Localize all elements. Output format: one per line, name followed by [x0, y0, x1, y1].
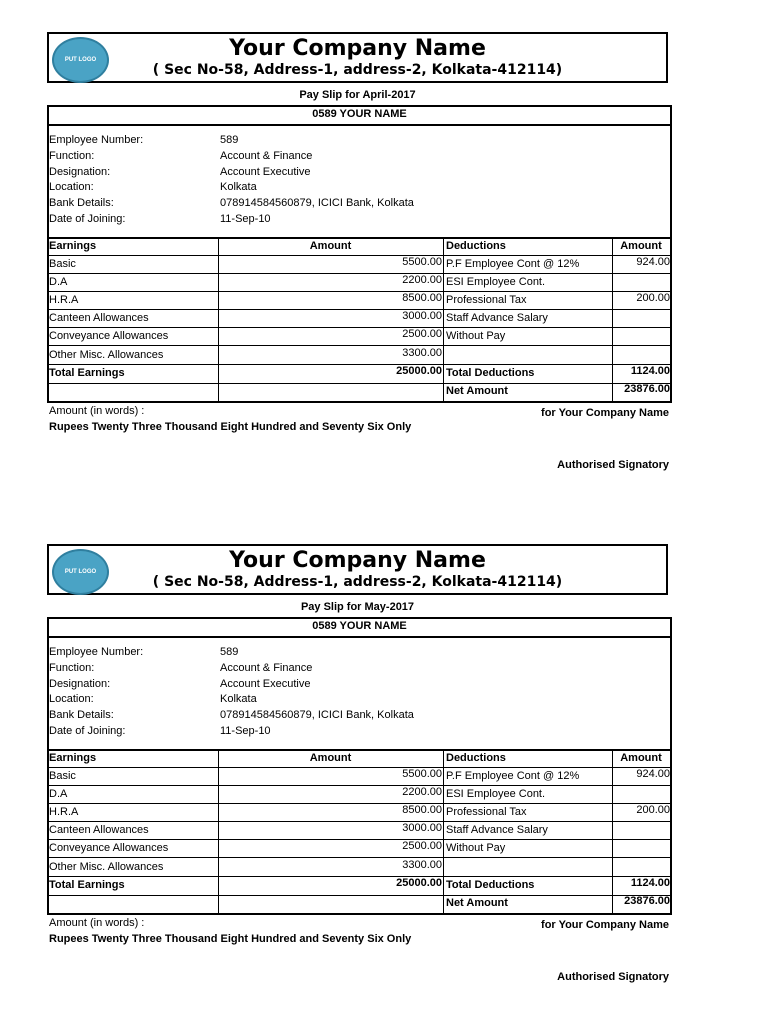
- earnings-header: Earnings: [49, 752, 97, 764]
- earning-label: Basic: [49, 258, 76, 270]
- deduction-amount-header: Amount: [620, 752, 662, 764]
- authorised-signatory: Authorised Signatory: [557, 459, 669, 471]
- total-deductions-label: Total Deductions: [446, 879, 535, 891]
- earning-amount: 2200.00: [402, 274, 442, 286]
- deduction-label: Staff Advance Salary: [446, 312, 548, 324]
- earning-amount: 8500.00: [402, 292, 442, 304]
- deductions-header: Deductions: [446, 240, 506, 252]
- total-earnings-value: 25000.00: [396, 877, 442, 889]
- amount-in-words: Rupees Twenty Three Thousand Eight Hundred and Seventy Six Only: [49, 933, 412, 945]
- authorised-signatory: Authorised Signatory: [557, 971, 669, 983]
- detail-value: 589: [220, 646, 239, 658]
- detail-value: Account Executive: [220, 678, 311, 690]
- detail-label: Location:: [49, 181, 94, 193]
- earning-label: D.A: [49, 788, 68, 800]
- employee-heading: 0589 YOUR NAME: [312, 620, 407, 632]
- deduction-label: Staff Advance Salary: [446, 824, 548, 836]
- deduction-amount: 924.00: [636, 768, 670, 780]
- amount-in-words-label: Amount (in words) :: [49, 917, 145, 929]
- detail-value: 11-Sep-10: [220, 725, 271, 737]
- net-amount-label: Net Amount: [446, 897, 508, 909]
- total-earnings-label: Total Earnings: [49, 367, 125, 379]
- detail-value: 11-Sep-10: [220, 213, 271, 225]
- net-amount-value: 23876.00: [624, 383, 670, 395]
- total-earnings-label: Total Earnings: [49, 879, 125, 891]
- detail-value: Account & Finance: [220, 662, 313, 674]
- deduction-label: Professional Tax: [446, 294, 527, 306]
- detail-value: Account Executive: [220, 166, 311, 178]
- earning-label: Canteen Allowances: [49, 824, 149, 836]
- total-deductions-value: 1124.00: [630, 877, 670, 889]
- detail-label: Bank Details:: [49, 197, 114, 209]
- earning-amount: 5500.00: [402, 768, 442, 780]
- earning-amount: 3300.00: [402, 859, 442, 871]
- detail-value: Kolkata: [220, 181, 257, 193]
- earning-label: Canteen Allowances: [49, 312, 149, 324]
- detail-value: 078914584560879, ICICI Bank, Kolkata: [220, 197, 414, 209]
- table-rule: [47, 383, 672, 384]
- detail-value: 078914584560879, ICICI Bank, Kolkata: [220, 709, 414, 721]
- payslip: [0, 0, 768, 471]
- deduction-label: ESI Employee Cont.: [446, 276, 546, 288]
- detail-value: 589: [220, 134, 239, 146]
- detail-label: Bank Details:: [49, 709, 114, 721]
- deduction-label: Without Pay: [446, 842, 506, 854]
- detail-label: Designation:: [49, 678, 111, 690]
- earning-label: Conveyance Allowances: [49, 330, 169, 342]
- table-rule: [47, 345, 672, 346]
- total-earnings-value: 25000.00: [396, 365, 442, 377]
- detail-value: Account & Finance: [220, 150, 313, 162]
- detail-label: Location:: [49, 693, 94, 705]
- earning-label: H.R.A: [49, 806, 79, 818]
- earning-amount: 5500.00: [402, 256, 442, 268]
- detail-label: Employee Number:: [49, 134, 144, 146]
- detail-label: Function:: [49, 150, 95, 162]
- table-rule: [47, 857, 672, 858]
- detail-value: Kolkata: [220, 693, 257, 705]
- deduction-amount: 924.00: [636, 256, 670, 268]
- detail-label: Employee Number:: [49, 646, 144, 658]
- amount-in-words: Rupees Twenty Three Thousand Eight Hundred and Seventy Six Only: [49, 421, 412, 433]
- earning-amount: 2500.00: [402, 328, 442, 340]
- deductions-header: Deductions: [446, 752, 506, 764]
- earnings-header: Earnings: [49, 240, 97, 252]
- table-rule: [47, 237, 672, 239]
- detail-label: Date of Joining:: [49, 213, 126, 225]
- net-amount-label: Net Amount: [446, 385, 508, 397]
- earning-label: Conveyance Allowances: [49, 842, 169, 854]
- detail-label: Designation:: [49, 166, 111, 178]
- logo-placeholder: PUT LOGO: [52, 37, 109, 83]
- total-deductions-value: 1124.00: [630, 365, 670, 377]
- earning-amount: 8500.00: [402, 804, 442, 816]
- company-address: ( Sec No-58, Address-1, address-2, Kolkata-412114): [152, 62, 563, 78]
- payslip-title: Pay Slip for May-2017: [300, 601, 415, 613]
- table-rule: [47, 124, 672, 126]
- amount-header: Amount: [309, 752, 352, 764]
- for-company-label: for Your Company Name: [541, 407, 669, 419]
- table-rule: [47, 749, 672, 751]
- table-column-rule: [443, 749, 444, 915]
- earning-label: H.R.A: [49, 294, 79, 306]
- company-name: Your Company Name: [229, 36, 486, 61]
- company-name: Your Company Name: [229, 548, 486, 573]
- deduction-label: Professional Tax: [446, 806, 527, 818]
- earning-amount: 3300.00: [402, 347, 442, 359]
- table-rule: [47, 895, 672, 896]
- deduction-label: P.F Employee Cont @ 12%: [446, 258, 580, 270]
- earning-label: D.A: [49, 276, 68, 288]
- earning-amount: 2200.00: [402, 786, 442, 798]
- table-rule: [47, 636, 672, 638]
- deduction-amount-header: Amount: [620, 240, 662, 252]
- deduction-label: ESI Employee Cont.: [446, 788, 546, 800]
- payslip-title: Pay Slip for April-2017: [299, 89, 416, 101]
- deduction-label: P.F Employee Cont @ 12%: [446, 770, 580, 782]
- employee-heading: 0589 YOUR NAME: [312, 108, 407, 120]
- earning-amount: 2500.00: [402, 840, 442, 852]
- detail-label: Function:: [49, 662, 95, 674]
- deduction-label: Without Pay: [446, 330, 506, 342]
- deduction-amount: 200.00: [636, 292, 670, 304]
- earning-label: Other Misc. Allowances: [49, 861, 164, 873]
- earning-label: Other Misc. Allowances: [49, 349, 164, 361]
- earning-amount: 3000.00: [402, 310, 442, 322]
- earning-amount: 3000.00: [402, 822, 442, 834]
- payslip: [0, 512, 768, 983]
- amount-in-words-label: Amount (in words) :: [49, 405, 145, 417]
- earning-label: Basic: [49, 770, 76, 782]
- deduction-amount: 200.00: [636, 804, 670, 816]
- table-column-rule: [443, 237, 444, 403]
- detail-label: Date of Joining:: [49, 725, 126, 737]
- for-company-label: for Your Company Name: [541, 919, 669, 931]
- total-deductions-label: Total Deductions: [446, 367, 535, 379]
- company-address: ( Sec No-58, Address-1, address-2, Kolkata-412114): [152, 574, 563, 590]
- logo-placeholder: PUT LOGO: [52, 549, 109, 595]
- amount-header: Amount: [309, 240, 352, 252]
- net-amount-value: 23876.00: [624, 895, 670, 907]
